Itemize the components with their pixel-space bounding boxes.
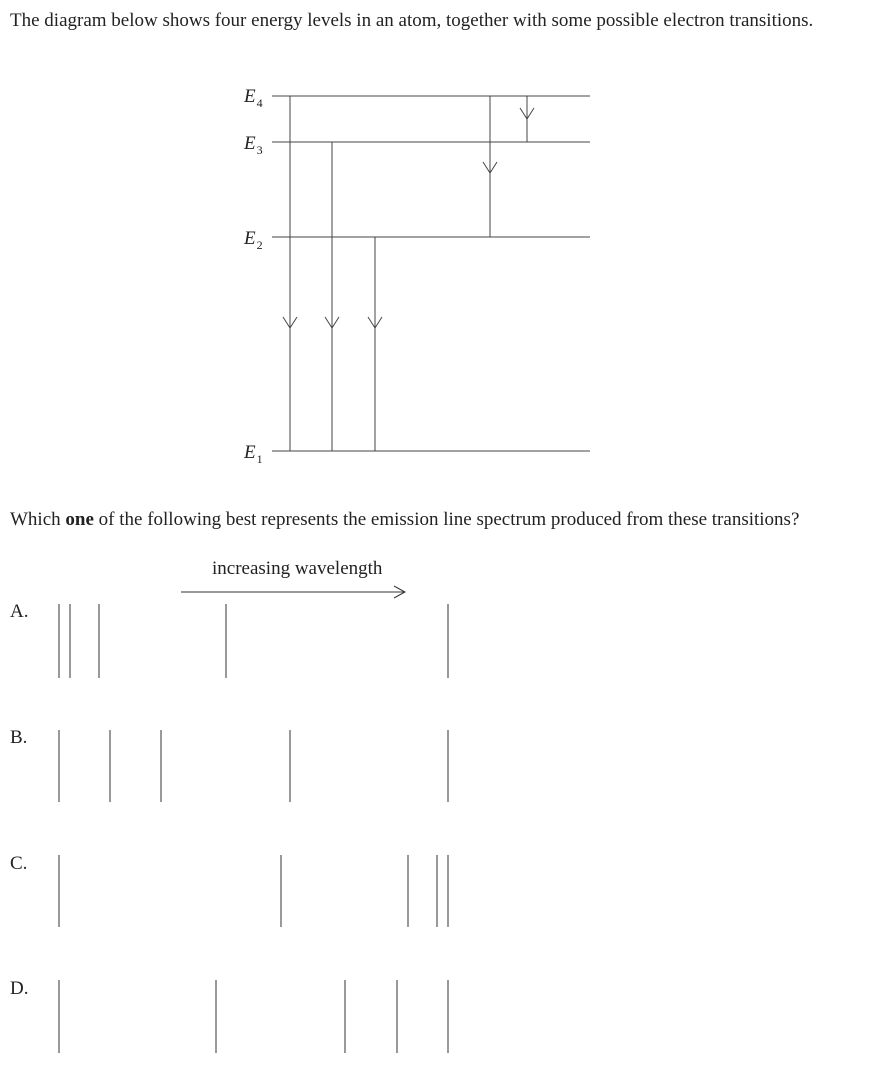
option-letter-d: D. (10, 978, 29, 999)
wavelength-arrow (181, 586, 405, 598)
option-letter-c: C. (10, 853, 28, 874)
transition-e2-e1 (368, 237, 382, 451)
level-label-e4: $E_4$ (244, 86, 263, 110)
energy-level-diagram (0, 0, 896, 500)
spectrum-option-a (59, 604, 448, 678)
transition-e3-e1 (325, 142, 339, 451)
level-label-e1: $E_1$ (244, 442, 263, 466)
spectrum-option-c (59, 855, 448, 927)
level-label-e2: $E_2$ (244, 228, 263, 252)
question-text: Which one of the following best represents the emission line spectrum produced from these transitions? (10, 509, 800, 530)
spectrum-option-d (59, 980, 448, 1053)
level-label-e3: $E_3$ (244, 133, 263, 157)
option-letter-b: B. (10, 727, 28, 748)
transition-e4-e2 (483, 96, 497, 237)
intro-text: The diagram below shows four energy levels in an atom, together with some possible electron transitions. (10, 10, 814, 31)
transition-e4-e1 (283, 96, 297, 451)
spectrum-option-b (59, 730, 448, 802)
option-letter-a: A. (10, 601, 29, 622)
wavelength-axis-label: increasing wavelength (212, 558, 383, 579)
transition-e4-e3 (520, 96, 534, 142)
